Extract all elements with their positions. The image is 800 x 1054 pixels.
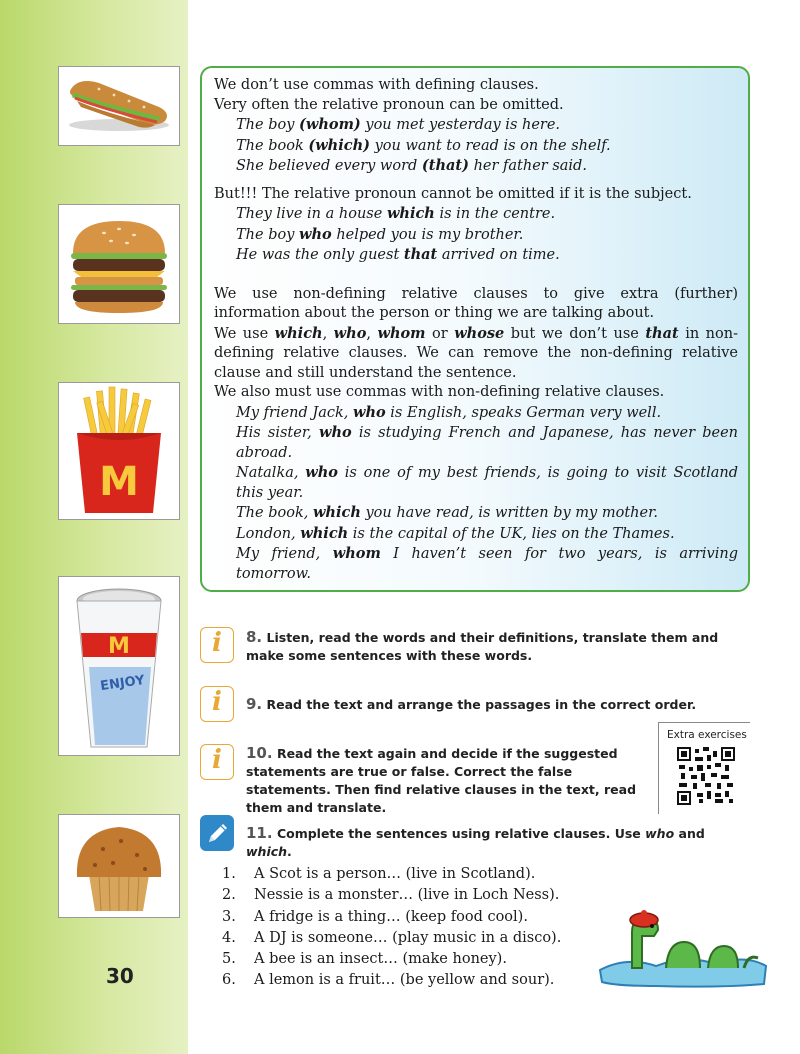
cup-logo: M — [108, 634, 130, 659]
sandwich-image — [58, 66, 180, 146]
list-item: 1. A Scot is a person… (live in Scotland). — [222, 866, 536, 882]
example-sentence: London, which is the capital of the UK, lies on the Thames. — [236, 524, 675, 542]
rule-line: We also must use commas with non-defining relative clauses. — [214, 384, 665, 400]
example-sentence: The book (which) you want to read is on the shelf. — [236, 136, 611, 154]
task-10: 10. Read the text again and decide if the suggested statements are true or false. Correct the false statements. Then find relative clauses in the text, read them and translate. — [246, 744, 637, 815]
list-item: 4. A DJ is someone… (play music in a disco). — [222, 929, 562, 946]
example-sentence: My friend, whom I haven’t seen for two years, is arriving tomorrow. — [236, 545, 738, 582]
muffin-image — [58, 814, 180, 918]
page-number: 30 — [106, 964, 134, 988]
info-icon: i — [200, 744, 234, 780]
extra-exercises-panel[interactable] — [658, 722, 750, 814]
list-item: 3. A fridge is a thing… (keep food cool). — [222, 908, 528, 925]
rule-line: We don’t use commas with defining clauses. — [214, 77, 539, 93]
example-sentence: He was the only guest that arrived on time. — [236, 246, 560, 263]
example-sentence: Natalka, who is one of my best friends, is going to visit Scotland this year. — [236, 464, 738, 501]
task-11: 11. Complete the sentences using relative clauses. Use who and which. — [246, 824, 705, 859]
list-item: 2. Nessie is a monster… (live in Loch Ness). — [222, 887, 560, 904]
example-sentence: She believed every word (that) her father said. — [236, 157, 587, 174]
rule-paragraph: We use non-defining relative clauses to give extra (further) information about the person or thing we are talking about. — [214, 285, 738, 321]
fries-image — [58, 382, 180, 520]
task-9: 9. Read the text and arrange the passages in the correct order. — [246, 695, 697, 713]
rule-line: But!!! The relative pronoun cannot be omitted if it is the subject. — [214, 185, 692, 202]
list-item: 5. A bee is an insect… (make honey). — [222, 951, 507, 968]
pencil-icon — [200, 815, 234, 851]
example-sentence: The book, which you have read, is written by my mother. — [236, 504, 659, 521]
task-8: 8. Listen, read the words and their definitions, translate them and make some sentences with these words. — [246, 628, 719, 663]
example-sentence: The boy who helped you is my brother. — [236, 225, 524, 243]
grammar-rule-box — [200, 66, 750, 592]
fries-logo: M — [99, 459, 139, 505]
info-icon: i — [200, 686, 234, 722]
cup-text: ENJOY — [99, 673, 146, 695]
nessie-illustration — [596, 896, 768, 988]
example-sentence: The boy (whom) you met yesterday is here. — [236, 116, 561, 133]
extra-exercises-label: Extra exercises — [667, 729, 747, 741]
info-icon: i — [200, 627, 234, 663]
qr-code-icon[interactable] — [677, 747, 735, 805]
rule-line: Very often the relative pronoun can be omitted. — [214, 96, 564, 113]
example-sentence: My friend Jack, who is English, speaks German very well. — [236, 403, 662, 421]
drink-cup-image — [58, 576, 180, 756]
rule-paragraph: We use which, who, whom or whose but we don’t use that in non-defining relative clauses. We can remove the non-defining relative clause and still understand the sentence. — [214, 324, 738, 381]
hamburger-image — [58, 204, 180, 324]
example-sentence: His sister, who is studying French and Japanese, has never been abroad. — [236, 424, 738, 461]
list-item: 6. A lemon is a fruit… (be yellow and sour). — [222, 972, 555, 989]
example-sentence: They live in a house which is in the centre. — [236, 205, 556, 222]
sentence-list — [222, 864, 602, 992]
